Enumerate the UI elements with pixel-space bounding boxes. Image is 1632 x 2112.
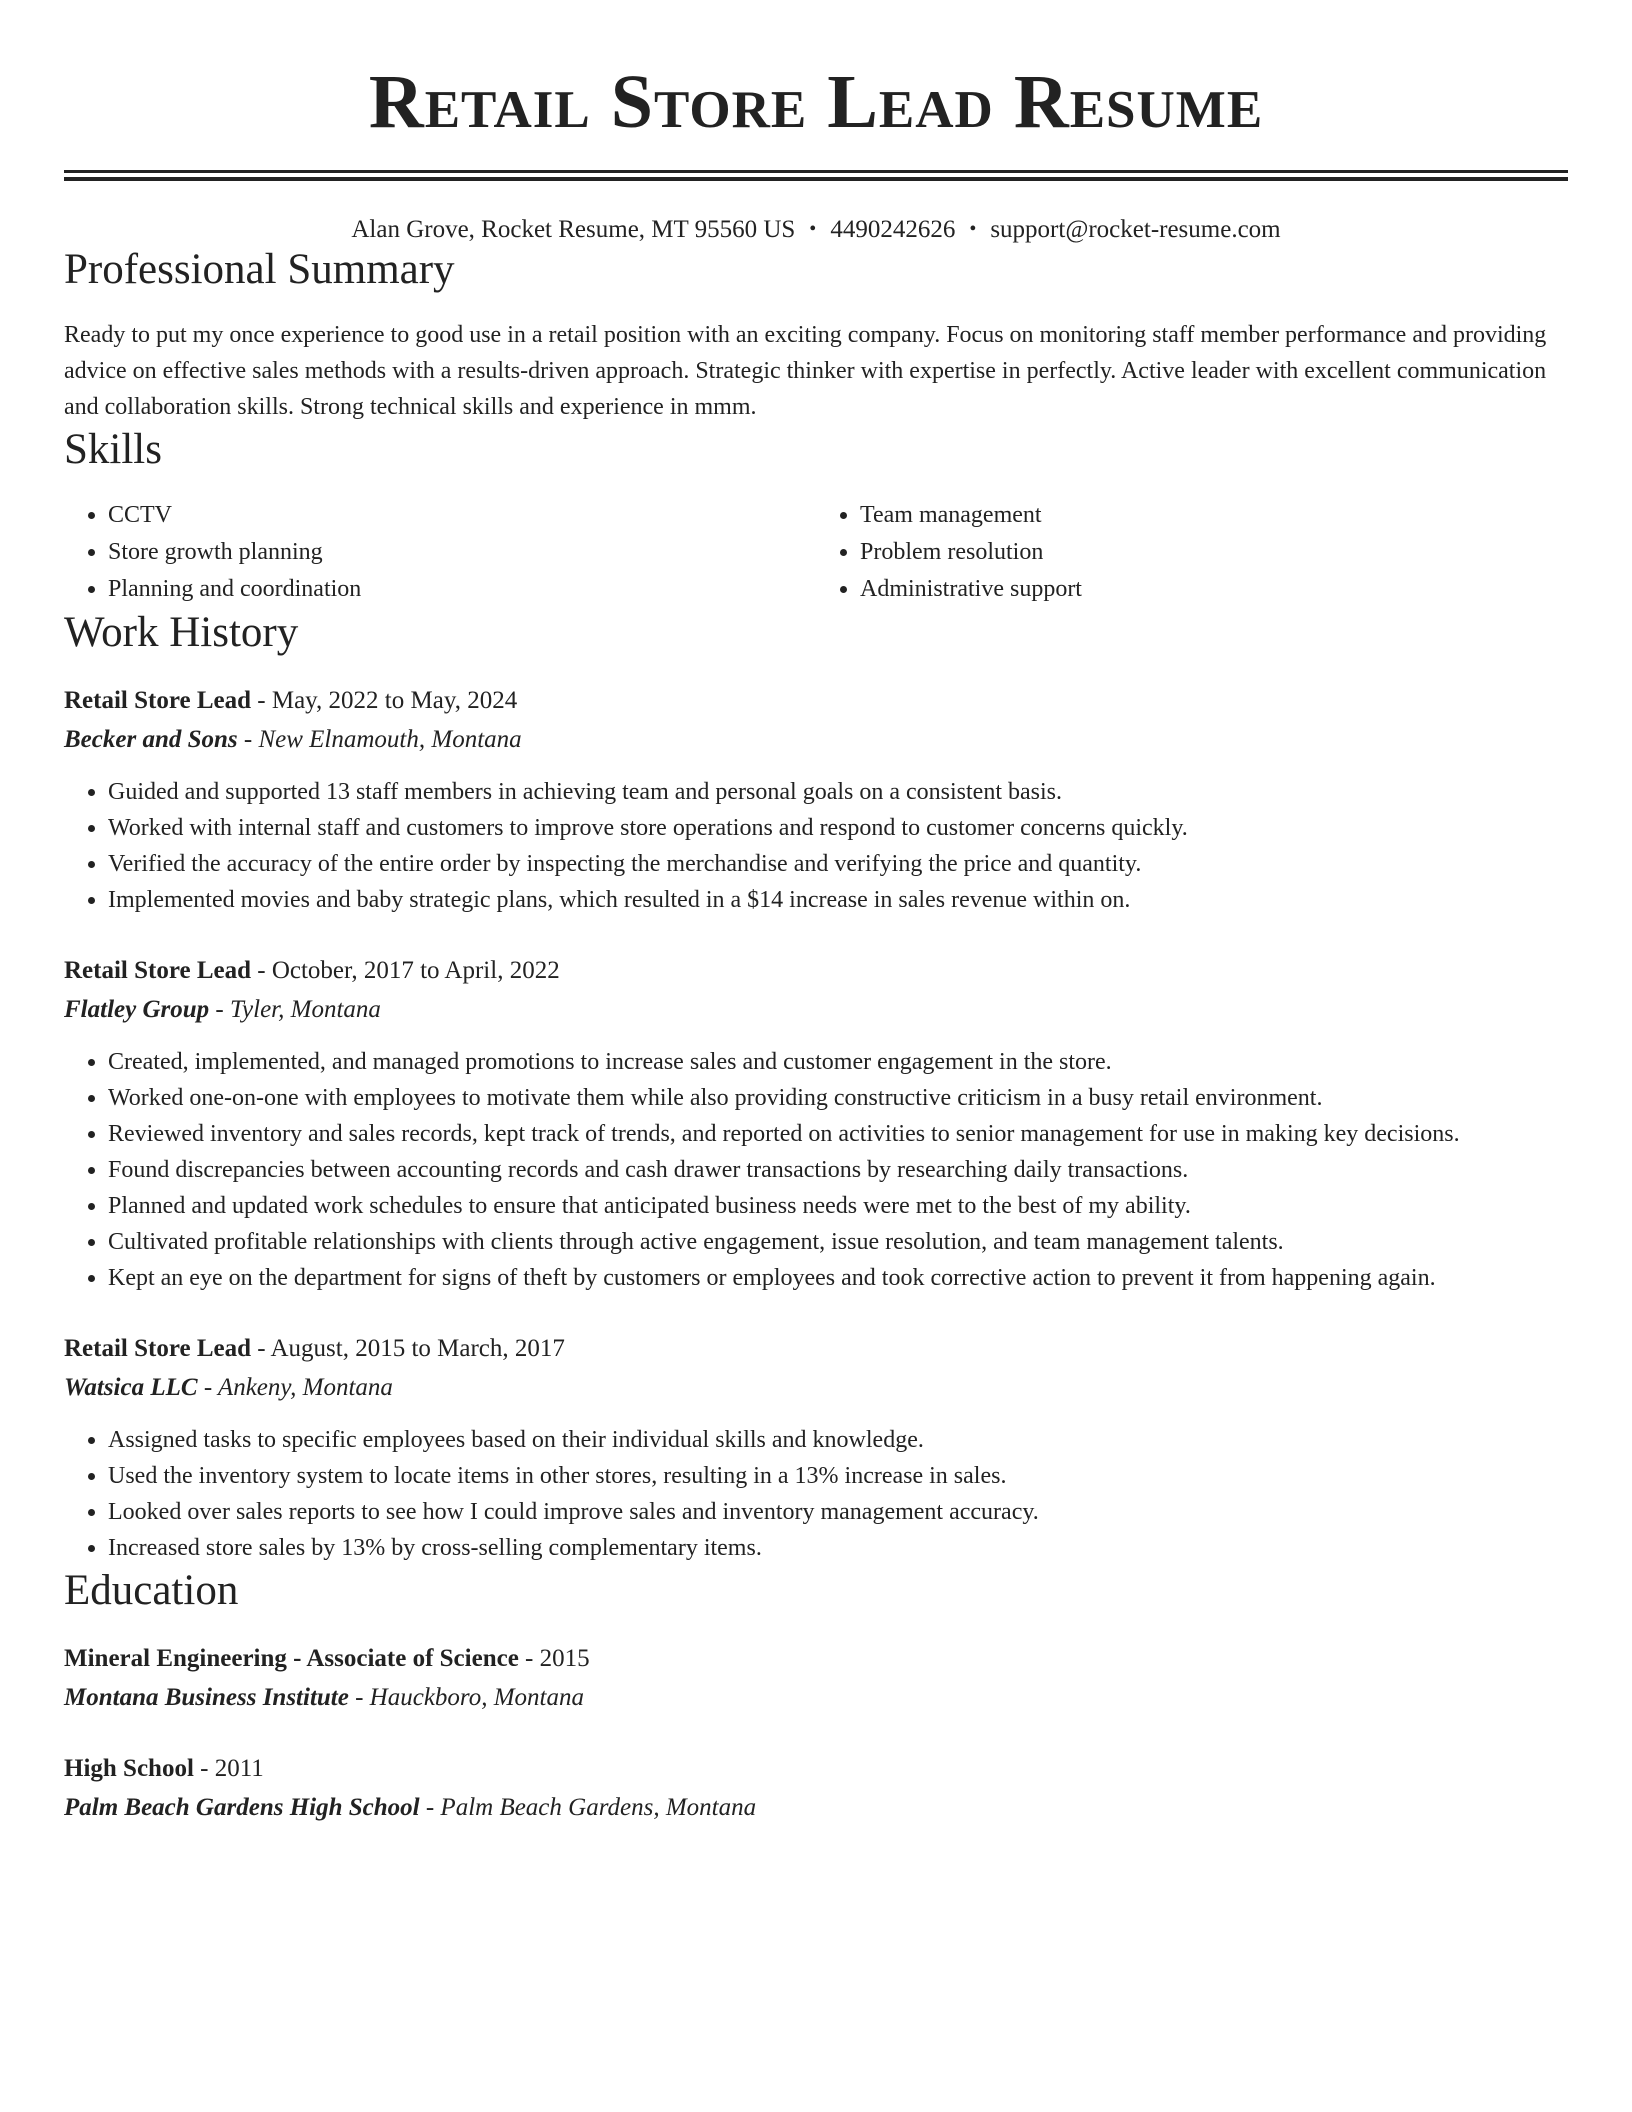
job-company: Flatley Group	[64, 996, 210, 1023]
job-bullets	[64, 774, 1568, 918]
job-header	[64, 682, 1568, 720]
job-bullets	[64, 1044, 1568, 1296]
contact-address: Alan Grove, Rocket Resume, MT 95560 US	[351, 216, 796, 243]
contact-separator: •	[809, 218, 817, 240]
job-employer	[64, 720, 1568, 760]
contact-line	[64, 214, 1568, 245]
job-dates: - May, 2022 to May, 2024	[251, 687, 518, 714]
education-degree: Mineral Engineering - Associate of Science	[64, 1645, 519, 1672]
job-bullet: • Assigned tasks to specific employees based on their individual skills and knowledge.	[108, 1422, 1568, 1458]
job-bullet: • Worked one-on-one with employees to motivate them while also providing constructive criticism in a busy retail environment.	[108, 1080, 1568, 1116]
contact-email: support@rocket-resume.com	[990, 216, 1281, 243]
job-bullet: • Cultivated profitable relationships with clients through active engagement, issue resolution, and team management talents.	[108, 1224, 1568, 1260]
job-entry	[64, 682, 1568, 918]
job-location: - New Elnamouth, Montana	[237, 726, 522, 753]
job-entry	[64, 952, 1568, 1296]
job-entry	[64, 1330, 1568, 1566]
skills-list	[64, 497, 1568, 608]
resume-title: Retail Store Lead Resume	[368, 60, 1264, 144]
job-location: - Tyler, Montana	[209, 996, 381, 1023]
contact-phone: 4490242626	[830, 216, 956, 243]
job-bullet: • Increased store sales by 13% by cross-selling complementary items.	[108, 1530, 1568, 1566]
education-header	[64, 1750, 1568, 1788]
skill-item: • Planning and coordination	[108, 571, 816, 608]
education-entry	[64, 1750, 1568, 1828]
skill-item: • Problem resolution	[860, 534, 1568, 571]
job-bullet: • Guided and supported 13 staff members in achieving team and personal goals on a consistent basis.	[108, 774, 1568, 810]
job-title: Retail Store Lead	[64, 687, 252, 714]
job-bullet: • Kept an eye on the department for signs of theft by customers or employees and took corrective action to prevent it from happening again.	[108, 1260, 1568, 1296]
job-employer	[64, 1368, 1568, 1408]
job-location: - Ankeny, Montana	[197, 1374, 393, 1401]
summary-text: Ready to put my once experience to good use in a retail position with an exciting company. Focus on monitoring staff member performance and providing advice on effective sales methods with a results-driven approach. Strategic thinker with expertise in perfectly. Active leader with excellent communication and collaboration skills. Strong technical skills and experience in mmm.	[64, 322, 1547, 420]
education-school: Montana Business Institute	[64, 1684, 349, 1711]
job-company: Watsica LLC	[64, 1374, 198, 1401]
skills-heading: Skills	[64, 426, 162, 473]
title-divider	[64, 170, 1568, 181]
skills-column-left	[64, 497, 816, 608]
job-header	[64, 1330, 1568, 1368]
education-year: - 2011	[193, 1755, 264, 1782]
job-dates: - August, 2015 to March, 2017	[251, 1335, 565, 1362]
job-bullet: • Found discrepancies between accounting records and cash drawer transactions by researching daily transactions.	[108, 1152, 1568, 1188]
skill-item: • Team management	[860, 497, 1568, 534]
job-bullet: • Planned and updated work schedules to ensure that anticipated business needs were met to the best of my ability.	[108, 1188, 1568, 1224]
education-degree: High School	[64, 1755, 194, 1782]
job-bullet: • Verified the accuracy of the entire order by inspecting the merchandise and verifying the price and quantity.	[108, 846, 1568, 882]
contact-separator: •	[969, 218, 977, 240]
education-year: - 2015	[518, 1645, 590, 1672]
education-header	[64, 1640, 1568, 1678]
job-bullet: • Created, implemented, and managed promotions to increase sales and customer engagement in the store.	[108, 1044, 1568, 1080]
education-institution	[64, 1788, 1568, 1828]
job-dates: - October, 2017 to April, 2022	[251, 957, 560, 984]
skills-column-right	[816, 497, 1568, 608]
job-bullets	[64, 1422, 1568, 1566]
job-bullet: • Worked with internal staff and customers to improve store operations and respond to customer concerns quickly.	[108, 810, 1568, 846]
education-institution	[64, 1678, 1568, 1718]
skill-item: • CCTV	[108, 497, 816, 534]
summary-heading: Professional Summary	[64, 246, 455, 293]
job-title: Retail Store Lead	[64, 1335, 252, 1362]
education-location: - Palm Beach Gardens, Montana	[419, 1794, 757, 1821]
job-bullet: • Looked over sales reports to see how I could improve sales and inventory management accuracy.	[108, 1494, 1568, 1530]
work-history-heading: Work History	[64, 609, 299, 656]
job-employer	[64, 990, 1568, 1030]
education-heading: Education	[64, 1567, 239, 1614]
education-location: - Hauckboro, Montana	[348, 1684, 584, 1711]
job-bullet: • Reviewed inventory and sales records, kept track of trends, and reported on activities to senior management for use in making key decisions.	[108, 1116, 1568, 1152]
job-title: Retail Store Lead	[64, 957, 252, 984]
skill-item: • Store growth planning	[108, 534, 816, 571]
job-header	[64, 952, 1568, 990]
job-bullet: • Implemented movies and baby strategic plans, which resulted in a $14 increase in sales revenue within on.	[108, 882, 1568, 918]
education-entry	[64, 1640, 1568, 1718]
job-bullet: • Used the inventory system to locate items in other stores, resulting in a 13% increase in sales.	[108, 1458, 1568, 1494]
education-school: Palm Beach Gardens High School	[64, 1794, 420, 1821]
skill-item: • Administrative support	[860, 571, 1568, 608]
job-company: Becker and Sons	[64, 726, 238, 753]
